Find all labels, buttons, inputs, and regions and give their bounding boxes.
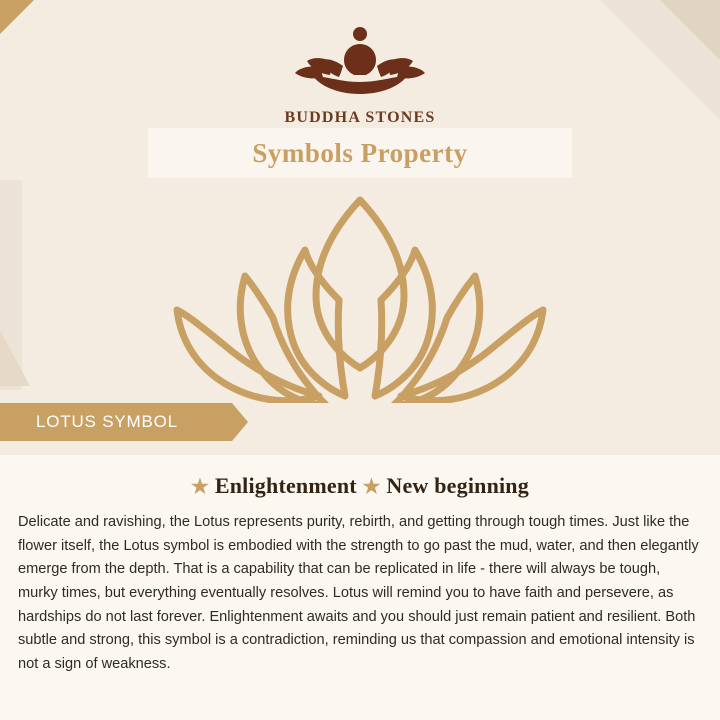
- page-title-ribbon: [148, 128, 572, 178]
- headline-part-one: Enlightenment: [214, 473, 357, 498]
- headline-part-two: New beginning: [386, 473, 529, 498]
- brand-logo-block: [0, 22, 720, 127]
- brand-name: BUDDHA STONES: [284, 109, 436, 126]
- lotus-meditation-figure-icon: [0, 22, 720, 105]
- symbol-tag-arrow: [232, 403, 248, 441]
- lotus-flower-icon: [125, 188, 595, 408]
- star-icon-left: ★: [191, 476, 210, 498]
- page-title: Symbols Property: [252, 137, 468, 168]
- content-panel: [0, 455, 720, 720]
- content-headline: [0, 473, 720, 499]
- content-paragraph: Delicate and ravishing, the Lotus represents purity, rebirth, and getting through tough times. Just like the flower itself, the Lotus symbol is embodied with the strength to go past the mud, water, and then elegantly emerge from the depth. That is a capability that can be replicated in life - there will always be tough, murky times, but everything eventually resolves. Lotus will remind you to have faith and persevere, as hardships do not last forever. Enlightenment awaits and you should just remain patient and resilient. Both subtle and strong, this symbol is a contradiction, reminding us that compassion and emotional intensity is not a sign of weakness.: [18, 514, 699, 672]
- star-icon-middle: ★: [362, 476, 381, 498]
- symbol-tag-label: LOTUS SYMBOL: [36, 412, 178, 431]
- symbol-tag: [0, 403, 232, 441]
- edge-accent-left-notch: [0, 330, 30, 386]
